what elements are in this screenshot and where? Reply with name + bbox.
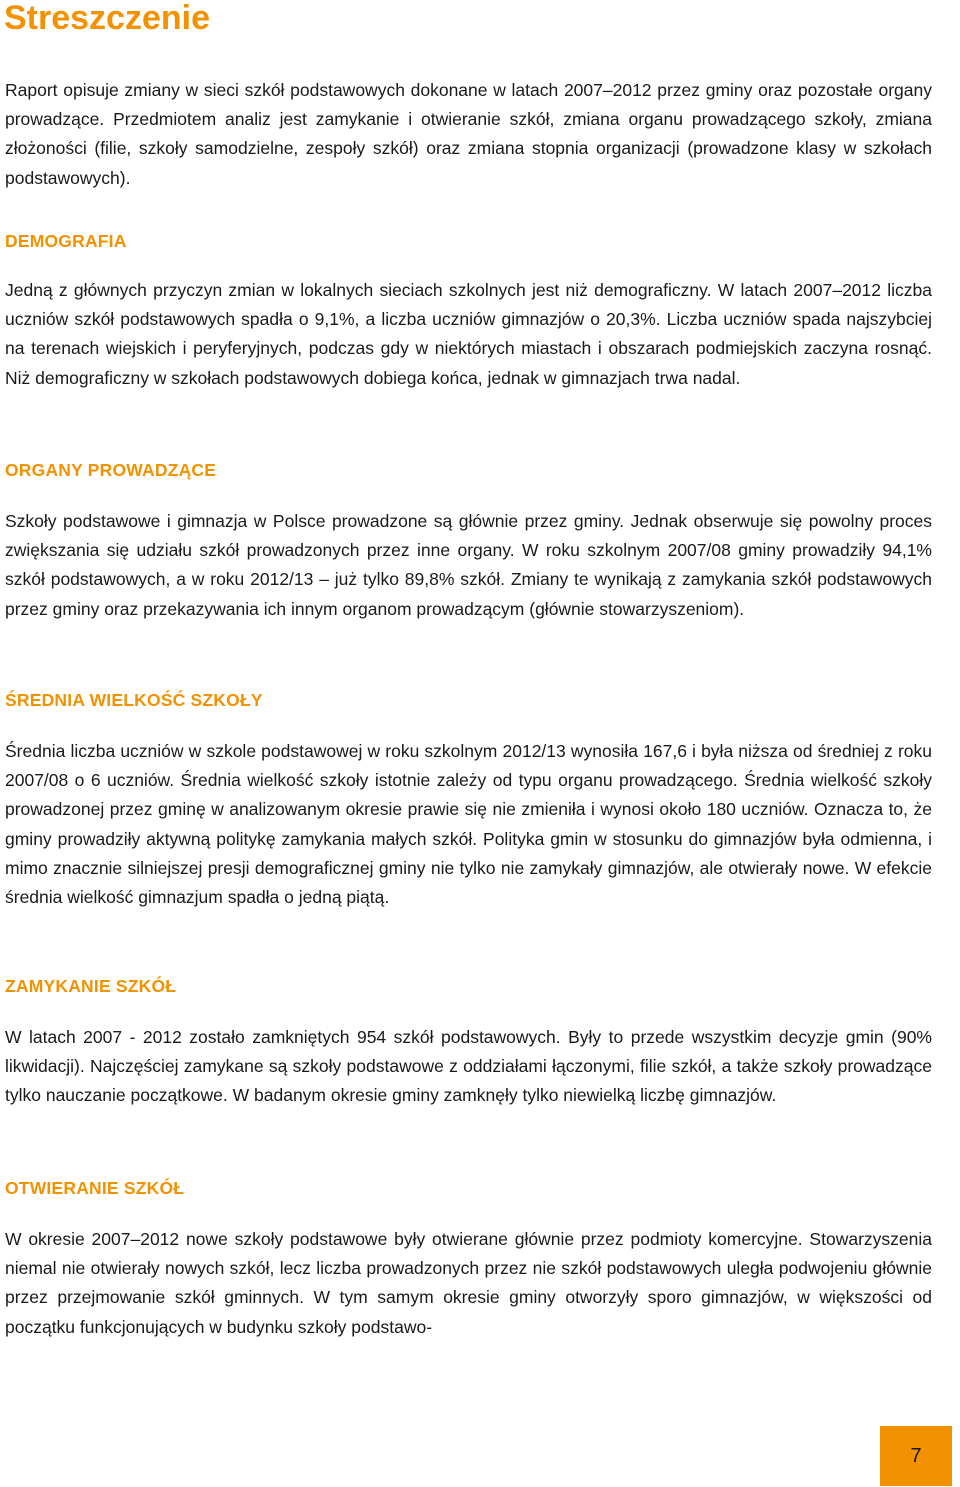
section-heading-srednia-wielkosc-szkoly: ŚREDNIA WIELKOŚĆ SZKOŁY (5, 690, 263, 710)
intro-paragraph: Raport opisuje zmiany w sieci szkół podstawowych dokonane w latach 2007–2012 przez gminy oraz pozostałe organy prowadzące. Przedmiotem analiz jest zamykanie i otwieranie szkół, zmiana organu prowadzącego szkoły, zmiana złożoności (filie, szkoły samodzielne, zespoły szkół) oraz zmiana stopnia organizacji (prowadzone klasy w szkołach podstawowych). (5, 80, 932, 188)
section-text-zamykanie-szkol: W latach 2007 - 2012 zostało zamkniętych 954 szkół podstawowych. Były to przede wszystkim decyzje gmin (90% likwidacji). Najczęściej zamykane są szkoły podstawowe z oddziałami łączonymi, filie szkół, a także szkoły prowadzące tylko nauczanie początkowe. W badanym okresie gminy zamknęły tylko niewielką liczbę gimnazjów. (5, 1027, 932, 1106)
section-text-srednia-wielkosc-szkoly: Średnia liczba uczniów w szkole podstawowej w roku szkolnym 2012/13 wynosiła 167,6 i była niższa od średniej z roku 2007/08 o 6 uczniów. Średnia wielkość szkoły istotnie zależy od typu organu prowadzącego. Średnia wielkość szkoły prowadzonej przez gminę w analizowanym okresie prawie się nie zmieniła i wynosi około 180 uczniów. Oznacza to, że gminy prowadziły aktywną politykę zamykania małych szkół. Polityka gmin w stosunku do gimnazjów była odmienna, i mimo znacznie silniejszej presji demograficznej gminy nie tylko nie zamykały gimnazjów, ale otwierały nowe. W efekcie średnia wielkość gimnazjum spadła o jedną piątą. (5, 741, 932, 908)
page-title: Streszczenie (4, 0, 210, 37)
section-heading-organy-prowadzace: ORGANY PROWADZĄCE (5, 460, 217, 480)
section-text-otwieranie-szkol: W okresie 2007–2012 nowe szkoły podstawowe były otwierane głównie przez podmioty komercyjne. Stowarzyszenia niemal nie otwierały nowych szkół, lecz liczba prowadzonych przez nie szkół podstawowych uległa podwojeniu głównie przez przejmowanie szkół gminnych. W tym samym okresie gminy otworzyły sporo gimnazjów, w większości od początku funkcjonujących w budynku szkoły podstawo- (5, 1229, 932, 1337)
page-number-box (880, 1426, 952, 1486)
section-text-organy-prowadzace: Szkoły podstawowe i gimnazja w Polsce prowadzone są głównie przez gminy. Jednak obserwuje się powolny proces zwiększania się udziału szkół prowadzonych przez inne organy. W roku szkolnym 2007/08 gminy prowadziły 94,1% szkół podstawowych, a w roku 2012/13 – już tylko 89,8% szkół. Zmiany te wynikają z zamykania szkół podstawowych przez gminy oraz przekazywania ich innym organom prowadzącym (głównie stowarzyszeniom). (5, 511, 932, 619)
page-number: 7 (910, 1444, 922, 1467)
section-heading-demografia: DEMOGRAFIA (5, 231, 127, 251)
section-text-demografia: Jedną z głównych przyczyn zmian w lokalnych sieciach szkolnych jest niż demograficzny. W latach 2007–2012 liczba uczniów szkół podstawowych spadła o 9,1%, a liczba uczniów gimnazjów o 20,3%. Liczba uczniów spada najszybciej na terenach wiejskich i peryferyjnych, podczas gdy w niektórych miastach i obszarach podmiejskich zaczyna rosnąć. Niż demograficzny w szkołach podstawowych dobiega końca, jednak w gimnazjach trwa nadal. (5, 280, 932, 388)
section-heading-zamykanie-szkol: ZAMYKANIE SZKÓŁ (5, 976, 177, 996)
section-heading-otwieranie-szkol: OTWIERANIE SZKÓŁ (5, 1178, 185, 1198)
